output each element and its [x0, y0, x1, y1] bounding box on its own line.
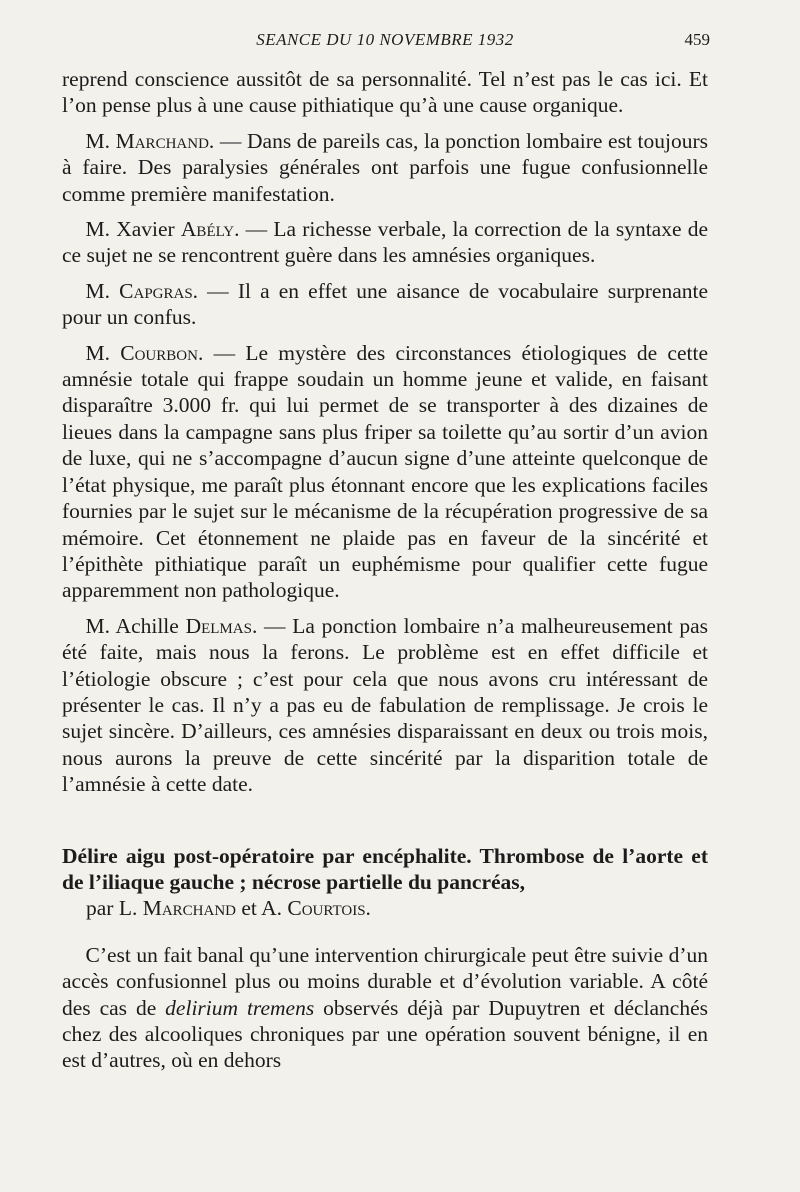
- speaker-name: Courbon: [120, 340, 198, 365]
- intro-text-end: observés déjà par Dupuytren et déclanchés chez des alcooliques chroniques par une opération souvent bénigne, il en est d’autres, où en dehors: [62, 995, 708, 1073]
- intro-text: C’est un fait banal qu’une intervention chirurgicale peut être suivie d’un accès confusionnel plus ou moins durable et d’évolution variable. A côté des cas de: [62, 942, 708, 1020]
- speaker-name: Capgras: [119, 278, 193, 303]
- paragraph-text: . — Il a en effet une aisance de vocabulaire surprenante pour un confus.: [62, 278, 709, 330]
- speaker-prefix: M. Achille: [85, 613, 186, 638]
- paragraph-text: reprend conscience aussitôt de sa personnalité. Tel n’est pas le cas ici. Et l’on pense plus à une cause pithiatique qu’à une cause organique.: [62, 67, 708, 118]
- speaker-prefix: M.: [85, 340, 121, 365]
- speaker-name: Marchand: [115, 128, 209, 153]
- article-intro-paragraph: [62, 942, 708, 1074]
- authors-and: et A.: [236, 896, 288, 921]
- authors-end: .: [365, 896, 371, 921]
- paragraph-text: . — Le mystère des circonstances étiologiques de cette amnésie totale qui frappe soudain un homme jeune et valide, en faisant disparaître 3.000 fr. qui lui permet de se transporter à des dizaines de lieues dans la campagne sans plus friper sa toilette qu’au sortir d’un avion de luxe, qui ne s’accompagne d’aucun signe d’une atteinte quelconque de l’état physique, me paraît plus étonnant encore que les explications faciles fournies par le sujet sur le mécanisme de la récupération progressive de sa mémoire. Cet étonnement ne plaide pas en faveur de la sincérité et l’épithète pithiatique paraît un euphémisme pour qualifier cette fugue apparemment non pathologique.: [62, 340, 708, 603]
- speaker-prefix: M.: [85, 278, 120, 303]
- author-courtois: Courtois: [287, 896, 366, 921]
- article-heading: [62, 843, 708, 922]
- speaker-prefix: M.: [85, 128, 116, 153]
- paragraph-delmas: [62, 613, 708, 798]
- paragraph-capgras: [62, 278, 708, 331]
- page-body: [62, 66, 708, 1074]
- paragraph-text: . — La richesse verbale, la correction de la syntaxe de ce sujet ne se rencontrent guère dans les amnésies organiques.: [62, 217, 708, 268]
- author-marchand: Marchand: [142, 896, 237, 921]
- paragraph-text: . — Dans de pareils cas, la ponction lombaire est toujours à faire. Des paralysies générales ont parfois une fugue confusionnelle comme première manifestation.: [62, 128, 708, 206]
- page-number: 459: [684, 30, 710, 49]
- speaker-name: Delmas: [185, 613, 252, 638]
- paragraph-text: . — La ponction lombaire n’a malheureusement pas été faite, mais nous la ferons. Le problème est en effet difficile et l’étiologie obscure ; c’est pour cela que nous avons cru intéressant de présenter le cas. Il n’y a pas eu de fabulation de remplissage. Je crois le sujet sincère. D’ailleurs, ces amnésies disparaissant en deux ou trois mois, nous aurons la preuve de cette sincérité par la disparition totale de l’amnésie à cette date.: [62, 613, 709, 797]
- running-header: [60, 30, 710, 56]
- paragraph-continuation: [62, 66, 708, 119]
- intro-italic-term: delirium tremens: [165, 995, 315, 1020]
- paragraph-courbon: [62, 340, 708, 604]
- article-authors: [62, 895, 708, 921]
- running-title: SEANCE DU 10 NOVEMBRE 1932: [256, 30, 514, 49]
- paragraph-marchand: [62, 128, 708, 207]
- speaker-name: Abély: [180, 217, 235, 242]
- speaker-prefix: M. Xavier: [85, 217, 181, 242]
- authors-by: par L.: [86, 896, 143, 921]
- paragraph-abely: [62, 216, 708, 269]
- article-title: Délire aigu post-opératoire par encéphalite. Thrombose de l’aorte et de l’iliaque gauche ; nécrose partielle du pancréas,: [62, 843, 708, 894]
